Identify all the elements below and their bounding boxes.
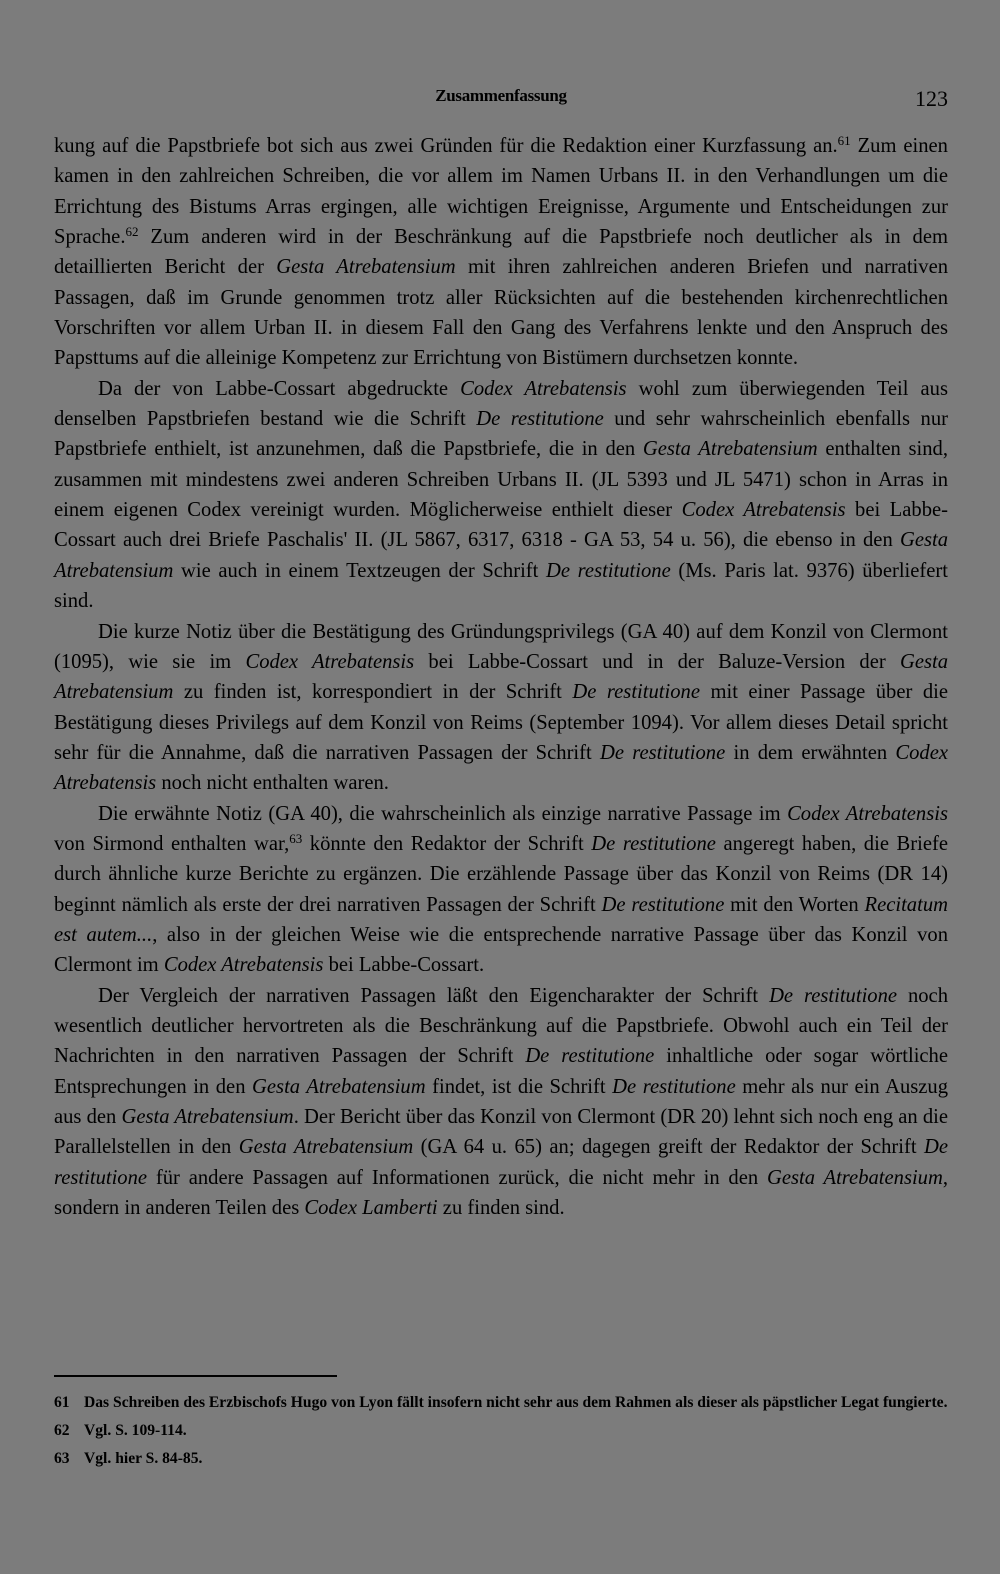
text-run: Da der von Labbe-Cossart abgedruckte — [98, 377, 461, 400]
text-run: Die kurze Notiz über die Bestätigung des Gründungsprivilegs (GA 40) auf dem Konzil von Clermont (1095), wie sie im — [54, 620, 948, 673]
text-run: enthalten sind, zusammen mit mindestens zwei anderen Schreiben Urbans II. (JL 5393 und JL 5471) schon in Arras in einem eigenen Codex vereinigt wurden. Möglicherweise enthielt dieser — [54, 438, 948, 522]
footnote-number: 61 — [54, 1394, 70, 1411]
text-run: kung auf die Papstbriefe bot sich aus zwei Gründen für die Redaktion einer Kurzfassung an. — [54, 135, 838, 157]
italic-title: De restitutione — [599, 741, 726, 764]
paragraph — [54, 799, 948, 981]
text-run: für andere Passagen auf Informationen zurück, die nicht mehr in den — [147, 1166, 767, 1189]
paragraph — [54, 981, 948, 1224]
text-run: mit den Worten — [724, 893, 865, 916]
text-run: wie auch in einem Textzeugen der Schrift — [173, 559, 547, 582]
text-run: in dem erwähnten — [725, 741, 896, 764]
text-run: Die erwähnte Notiz (GA 40), die wahrscheinlich als einzige narrative Passage im — [98, 802, 788, 825]
italic-title: De restitutione — [601, 893, 725, 916]
text-run: noch wesentlich deutlicher hervortreten als die Beschränkung auf die Papstbriefe. Obwohl auch ein Teil der Nachrichten in den narrativen Passagen der Schrift — [54, 984, 948, 1068]
italic-title: Gesta Atrebatensium — [276, 256, 456, 279]
italic-title: Gesta Atrebatensium — [642, 438, 818, 461]
footnote — [54, 1389, 948, 1417]
text-run: könnte den Redaktor der Schrift — [302, 832, 592, 855]
text-run: Der Vergleich der narrativen Passagen läßt den Eigencharakter der Schrift — [98, 984, 770, 1007]
italic-title: Gesta Atrebatensium — [238, 1136, 414, 1159]
footnote — [54, 1445, 948, 1473]
text-run: (Ms. Paris lat. 9376) überliefert sind. — [54, 559, 948, 613]
footnote-reference: 61 — [837, 133, 851, 148]
footnote-number: 62 — [54, 1422, 70, 1439]
italic-title: De restitutione — [525, 1045, 655, 1068]
paragraph — [54, 131, 948, 374]
text-run: wohl zum überwiegenden Teil aus denselben Papstbriefen bestand wie die Schrift — [54, 377, 948, 431]
page-number: 123 — [915, 86, 948, 111]
text-run: bei Labbe-Cossart. — [323, 954, 485, 977]
body-text — [54, 131, 948, 1223]
footnote-reference: 62 — [125, 224, 139, 240]
text-run: (GA 64 u. 65) an; dagegen greift der Redaktor der Schrift — [413, 1136, 924, 1159]
italic-title: Codex Atrebatensis — [787, 802, 948, 825]
italic-title: Gesta Atrebatensium — [54, 529, 948, 582]
text-run: , also in der gleichen Weise wie die entsprechende narrative Passage über das Konzil von Clermont im — [54, 923, 948, 977]
text-run: zu finden sind. — [437, 1197, 565, 1220]
italic-title: De restitutione — [476, 408, 604, 431]
italic-title: Gesta Atrebatensium — [54, 650, 948, 704]
footnotes — [54, 1389, 948, 1473]
text-run: zu finden ist, korrespondiert in der Schrift — [173, 681, 573, 704]
italic-title: De restitutione — [546, 559, 671, 582]
text-run: , sondern in anderen Teilen des — [54, 1166, 949, 1220]
italic-title: De restitutione — [572, 681, 700, 704]
text-run: noch nicht enthalten waren. — [156, 772, 389, 795]
text-run: bei Labbe-Cossart und in der Baluze-Version der — [414, 650, 900, 673]
text-run: von Sirmond enthalten war, — [54, 832, 290, 855]
italic-title: Codex Lamberti — [304, 1197, 438, 1220]
italic-title: Codex Atrebatensis — [163, 954, 324, 977]
italic-title: Gesta Atrebatensium — [767, 1166, 943, 1189]
paragraph — [54, 617, 948, 799]
footnote-number: 63 — [54, 1450, 70, 1467]
text-run: findet, ist die Schrift — [425, 1075, 613, 1098]
text-run: mit ihren zahlreichen anderen Briefen und narrativen Passagen, daß im Grunde genommen trotz aller Rücksichten auf die bestehenden kirchenrechtlichen Vorschriften vor allem Urban II. in diesem Fall den Gang des Verfahrens lenkte und den Anspruch des Papsttums auf die alleinige Kompetenz zur Errichtung von Bistümern durchsetzen konnte. — [54, 256, 948, 370]
italic-title: Codex Atrebatensis — [681, 499, 846, 522]
italic-title: Codex Atrebatensis — [245, 650, 415, 673]
footnote — [54, 1417, 948, 1445]
text-run: bei Labbe-Cossart auch drei Briefe Paschalis' II. (JL 5867, 6317, 6318 - GA 53, 54 u. 56), die ebenso in den — [54, 499, 948, 552]
footnote-reference: 63 — [289, 830, 303, 846]
text-run: mit einer Passage über die Bestätigung dieses Privilegs auf dem Konzil von Reims (September 1094). Vor allem dieses Detail spricht sehr für die Annahme, daß die narrativen Passagen der Schrift — [54, 681, 948, 764]
text-run: Zum anderen wird in der Beschränkung auf die Papstbriefe noch deutlicher als in dem detaillierten Bericht der — [54, 226, 948, 279]
italic-title: Codex Atrebatensis — [54, 741, 948, 795]
text-run: inhaltliche oder sogar wörtliche Entsprechungen in den — [54, 1045, 948, 1098]
text-run: angeregt haben, die Briefe durch ähnliche kurze Berichte zu ergänzen. Die erzählende Passage über das Konzil von Reims (DR 14) beginnt nämlich als erste der drei narrativen Passagen der Schrift — [54, 832, 948, 916]
running-head: Zusammenfassung — [435, 86, 567, 105]
paragraph — [54, 374, 948, 617]
italic-title: De restitutione — [769, 984, 898, 1007]
footnote-text: Vgl. S. 109-114. — [84, 1422, 187, 1439]
footnote-text: Vgl. hier S. 84-85. — [84, 1450, 203, 1467]
italic-title: De restitutione — [591, 832, 716, 855]
italic-title: Gesta Atrebatensium — [252, 1075, 426, 1098]
text-run: Zum einen kamen in den zahlreichen Schreiben, die vor allem im Namen Urbans II. in den Verhandlungen um die Errichtung des Bistums Arras ergingen, alle wichtigen Ereignisse, Argumente und Entscheidungen zur Sprache. — [54, 135, 948, 249]
italic-title: De restitutione — [54, 1136, 949, 1189]
text-run: . Der Bericht über das Konzil von Clermont (DR 20) lehnt sich noch eng an die Parallelstellen in den — [54, 1106, 949, 1159]
italic-title: Recitatum est autem... — [54, 893, 948, 946]
italic-title: Codex Atrebatensis — [460, 377, 627, 400]
italic-title: De restitutione — [612, 1075, 736, 1098]
text-run: und sehr wahrscheinlich ebenfalls nur Papstbriefe enthielt, ist anzunehmen, daß die Papstbriefe, die in den — [54, 408, 948, 461]
text-run: mehr als nur ein Auszug aus den — [54, 1075, 948, 1128]
footnote-text: Das Schreiben des Erzbischofs Hugo von Lyon fällt insofern nicht sehr aus dem Rahmen als dieser als päpstlicher Legat fungierte. — [84, 1394, 948, 1411]
footnote-separator — [54, 1375, 337, 1377]
page-header — [54, 86, 948, 116]
italic-title: Gesta Atrebatensium — [121, 1106, 294, 1128]
